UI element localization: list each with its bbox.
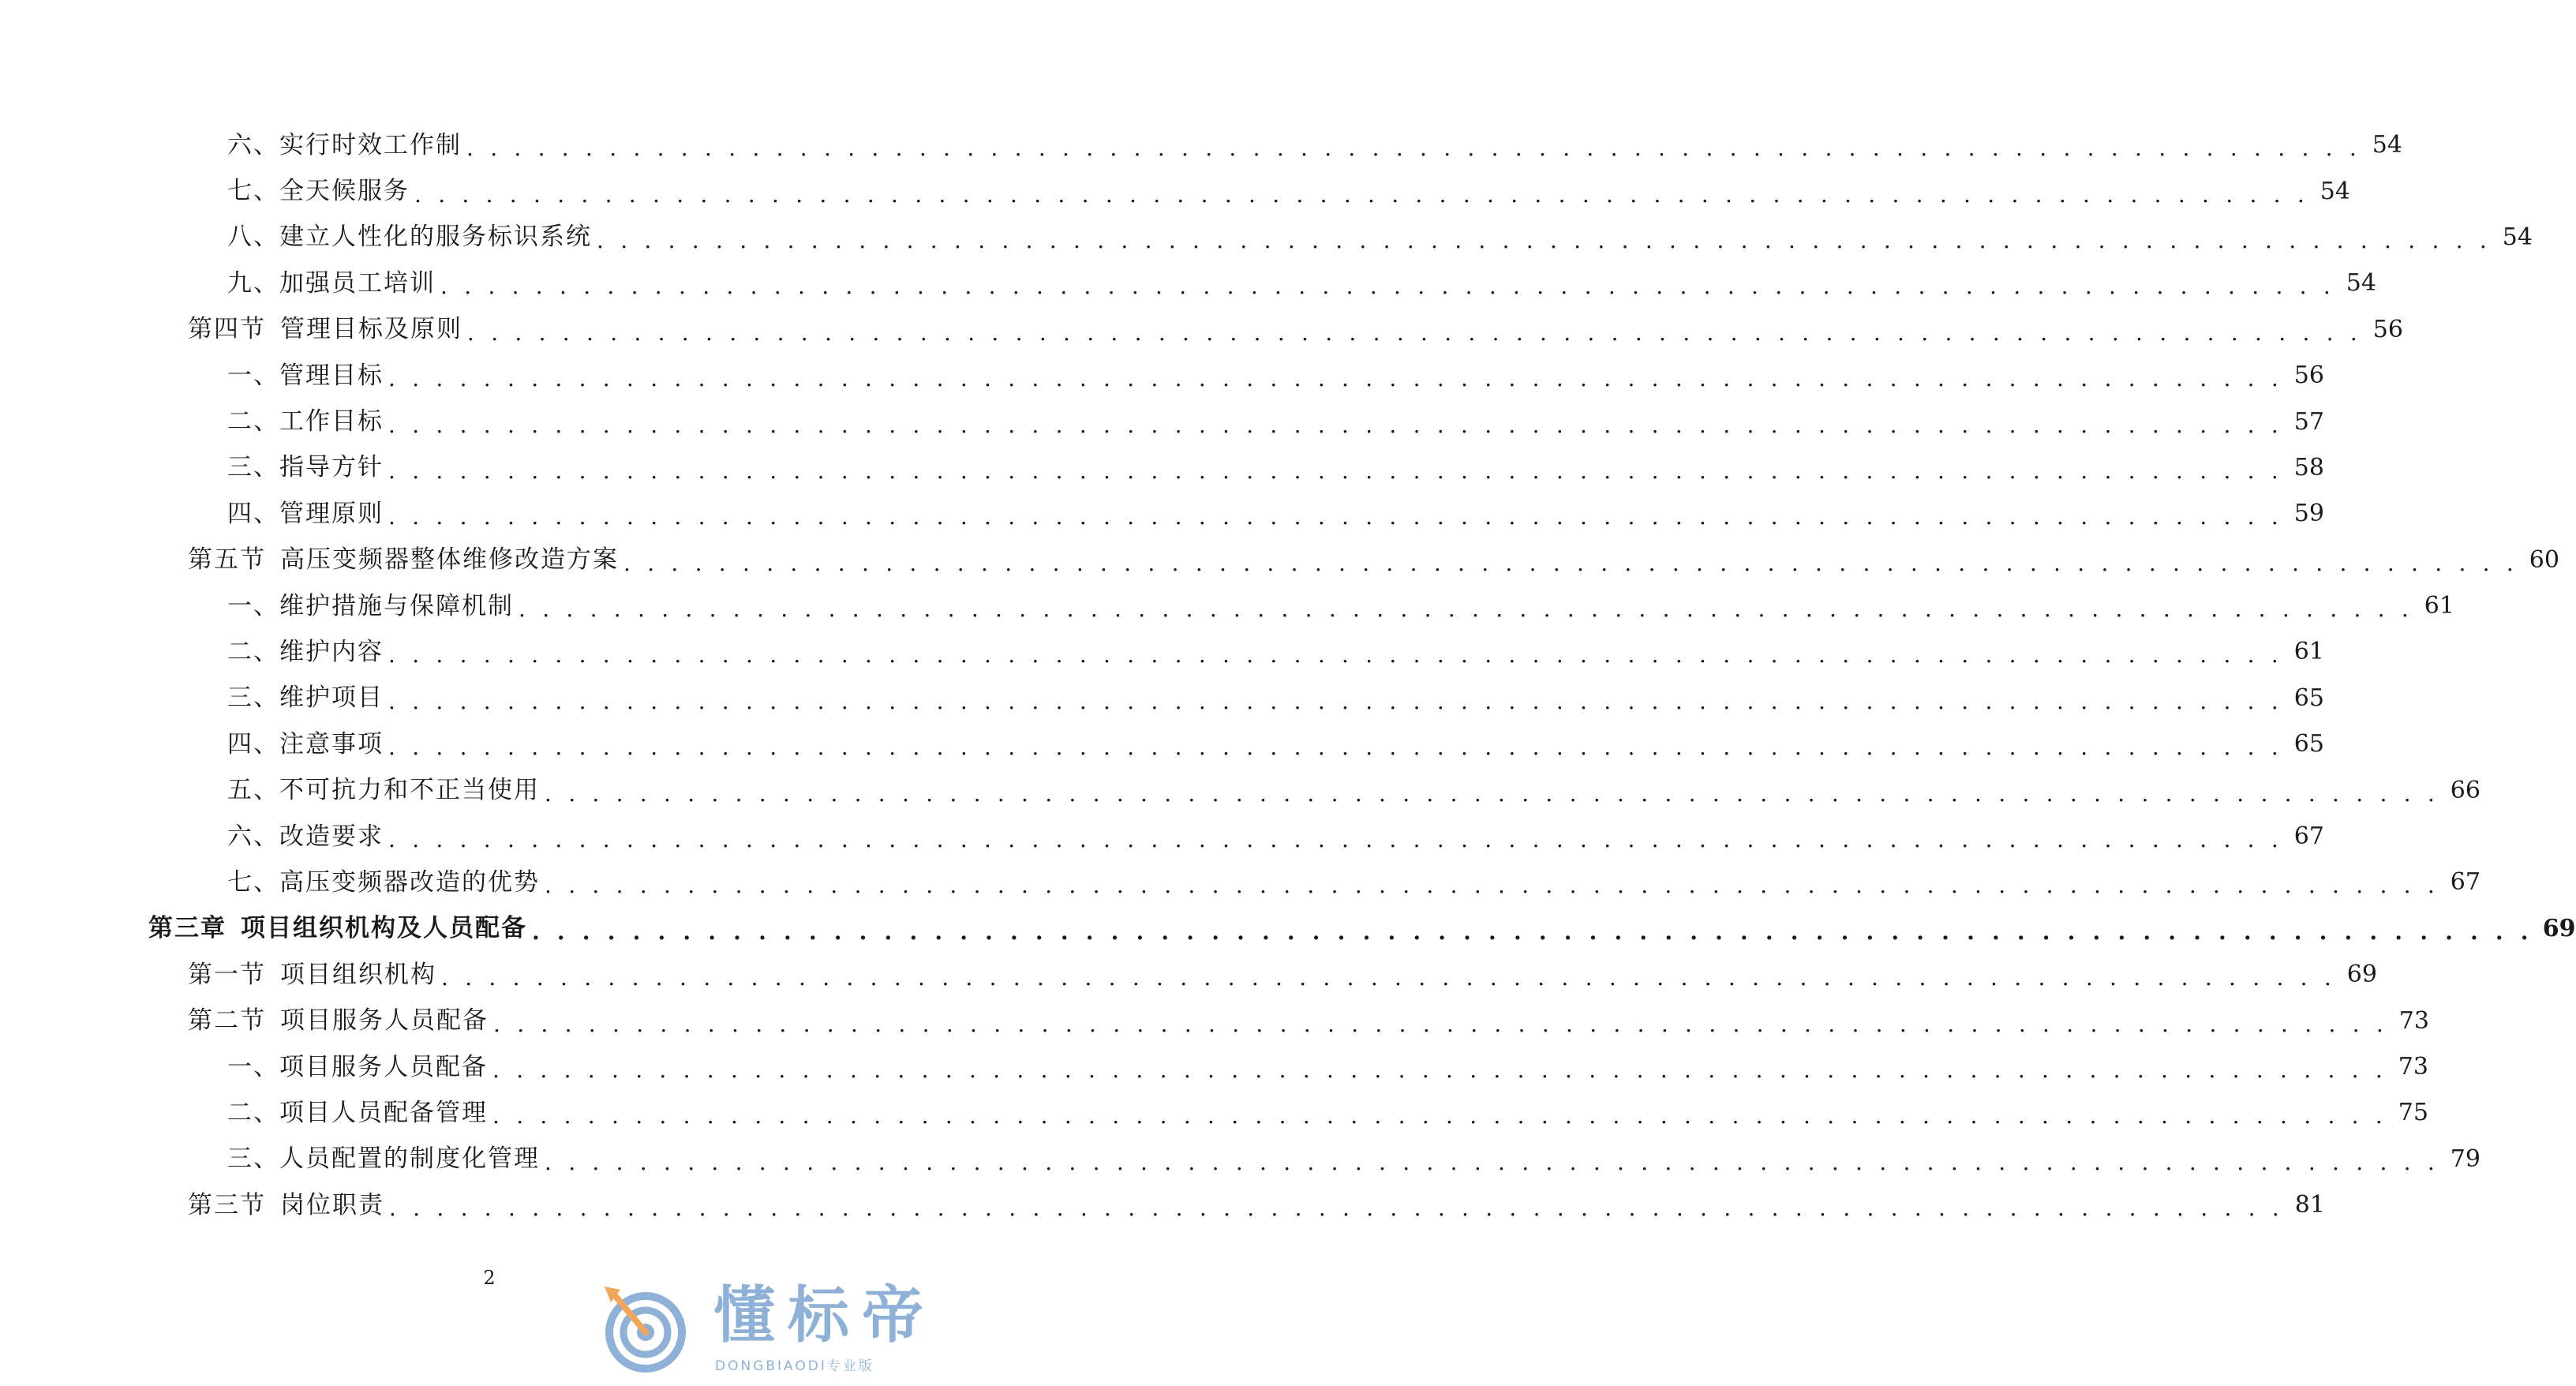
toc-entry[interactable]	[0, 538, 2559, 583]
toc-entry-number: 七、	[227, 867, 279, 897]
toc-entry-page: 79	[2450, 1144, 2481, 1173]
toc-dot-leader: . . . . . . . . . . . . . . . . . . . . . . . . . . . . . . . . . . . . . . . . . . . . . . . . . . . . . . . . . . . . . . . . . . . . . . . . . . . . . . . .	[388, 687, 2283, 714]
toc-entry-title: 工作目标	[279, 407, 384, 436]
toc-entry-page: 65	[2293, 684, 2324, 712]
toc-entry-number: 第四节	[188, 315, 266, 344]
watermark-logo	[597, 1280, 968, 1375]
toc-entry-title: 指导方针	[279, 453, 384, 482]
toc-entry[interactable]	[0, 307, 2403, 353]
toc-entry-number: 二、	[227, 1098, 279, 1127]
toc-entry-page: 73	[2398, 1006, 2429, 1035]
toc-dot-leader: . . . . . . . . . . . . . . . . . . . . . . . . . . . . . . . . . . . . . . . . . . . . . . . . . . . . . . . . . . . . . . . . . . . . . . . . . . . . . . . .	[493, 1010, 2388, 1037]
toc-entry-title: 实行时效工作制	[279, 130, 462, 159]
toc-entry-title: 项目人员配备管理	[279, 1098, 488, 1127]
toc-entry[interactable]	[0, 583, 2454, 629]
toc-entry-title: 不可抗力和不正当使用	[279, 776, 540, 805]
toc-entry-title: 管理目标	[279, 361, 384, 390]
toc-entry-number: 七、	[227, 177, 279, 206]
toc-entry-title: 加强员工培训	[279, 268, 436, 298]
toc-entry-title: 全天候服务	[279, 177, 410, 206]
toc-entry[interactable]	[0, 1090, 2428, 1136]
toc-entry[interactable]	[0, 629, 2324, 675]
toc-dot-leader: . . . . . . . . . . . . . . . . . . . . . . . . . . . . . . . . . . . . . . . . . . . . . . . . . . . . . . . . . . . . . . . . . . . . . . . . . . . . . . . .	[388, 642, 2283, 669]
toc-entry-page: 57	[2293, 407, 2324, 436]
toc-entry-number: 第三章	[148, 914, 227, 943]
toc-entry-number: 三、	[227, 453, 279, 482]
toc-entry-number: 四、	[227, 499, 279, 528]
toc-entry-title: 建立人性化的服务标识系统	[279, 223, 592, 252]
toc-entry[interactable]	[0, 952, 2377, 998]
toc-entry[interactable]	[0, 860, 2481, 905]
toc-entry-number: 六、	[227, 822, 279, 851]
toc-dot-leader: . . . . . . . . . . . . . . . . . . . . . . . . . . . . . . . . . . . . . . . . . . . . . . . . . . . . . . . . . . . . . . . . . . . . . . . . . . . . . . . .	[545, 872, 2439, 899]
toc-dot-leader: . . . . . . . . . . . . . . . . . . . . . . . . . . . . . . . . . . . . . . . . . . . . . . . . . . . . . . . . . . . . . . . . . . . . . . . . . . . . . . . .	[545, 780, 2439, 807]
toc-entry[interactable]	[0, 445, 2324, 491]
toc-entry-page: 60	[2529, 545, 2559, 574]
toc-entry-number: 第一节	[188, 960, 266, 989]
toc-entry-title: 管理原则	[279, 499, 384, 528]
toc-entry-number: 六、	[227, 130, 279, 159]
toc-entry-page: 58	[2293, 453, 2324, 481]
toc-entry-title: 维护措施与保障机制	[279, 591, 514, 620]
toc-entry-number: 三、	[227, 684, 279, 713]
toc-entry-number: 一、	[227, 1052, 279, 1081]
toc-entry[interactable]	[0, 767, 2481, 813]
toc-entry-page: 75	[2398, 1099, 2428, 1127]
toc-entry-page: 54	[2320, 177, 2350, 205]
table-of-contents	[0, 122, 2576, 1228]
toc-dot-leader: . . . . . . . . . . . . . . . . . . . . . . . . . . . . . . . . . . . . . . . . . . . . . . . . . . . . . . . . . . . . . . . . . . . . . . . . . . . . . . . .	[440, 273, 2335, 300]
toc-entry[interactable]	[0, 998, 2429, 1043]
toc-entry-number: 二、	[227, 637, 279, 666]
toc-entry-number: 四、	[227, 729, 279, 759]
toc-dot-leader: . . . . . . . . . . . . . . . . . . . . . . . . . . . . . . . . . . . . . . . . . . . . . . . . . . . . . . . . . . . . . . . . . . . . . . . . . . . . . . . .	[467, 319, 2362, 346]
toc-entry[interactable]	[0, 168, 2350, 214]
toc-entry-page: 67	[2293, 822, 2324, 851]
toc-entry-title: 高压变频器整体维修改造方案	[280, 545, 619, 575]
toc-entry-number: 八、	[227, 223, 279, 252]
toc-entry-page: 61	[2293, 638, 2324, 666]
toc-entry[interactable]	[0, 399, 2324, 444]
toc-entry-page: 56	[2293, 361, 2324, 390]
toc-entry-title: 项目服务人员配备	[280, 1006, 489, 1036]
toc-dot-leader: . . . . . . . . . . . . . . . . . . . . . . . . . . . . . . . . . . . . . . . . . . . . . . . . . . . . . . . . . . . . . . . . . . . . . . . . . . . . . . . .	[388, 734, 2283, 761]
toc-entry-number: 五、	[227, 776, 279, 805]
toc-entry-number: 二、	[227, 407, 279, 436]
toc-entry-number: 第二节	[188, 1006, 266, 1036]
toc-entry-number: 三、	[227, 1144, 279, 1174]
toc-entry[interactable]	[0, 353, 2324, 399]
toc-entry-page: 56	[2372, 315, 2403, 343]
toc-entry-number: 第五节	[188, 545, 266, 575]
toc-entry-page: 54	[2502, 223, 2533, 251]
watermark-brand-subtitle: DONGBIAODI专业版	[715, 1358, 874, 1374]
toc-entry-title: 项目服务人员配备	[279, 1052, 488, 1081]
toc-dot-leader: . . . . . . . . . . . . . . . . . . . . . . . . . . . . . . . . . . . . . . . . . . . . . . . . . . . . . . . . . . . . . . . . . . . . . . . . . . . . . . . .	[492, 1057, 2387, 1083]
toc-dot-leader: . . . . . . . . . . . . . . . . . . . . . . . . . . . . . . . . . . . . . . . . . . . . . . . . . . . . . . . . . . . . . . . . . . . . . . . . . . . . . . . .	[492, 1103, 2387, 1129]
toc-entry-page: 69	[2542, 914, 2576, 942]
toc-dot-leader: . . . . . . . . . . . . . . . . . . . . . . . . . . . . . . . . . . . . . . . . . . . . . . . . . . . . . . . . . . . . . . . . . . . . . . . . . . . . . . . .	[466, 135, 2361, 162]
toc-dot-leader: . . . . . . . . . . . . . . . . . . . . . . . . . . . . . . . . . . . . . . . . . . . . . . . . . . . . . . . . . . . . . . . . . . . . . . . . . . . . . . . .	[388, 365, 2283, 392]
toc-entry[interactable]	[0, 215, 2533, 260]
toc-dot-leader: . . . . . . . . . . . . . . . . . . . . . . . . . . . . . . . . . . . . . . . . . . . . . . . . . . . . . . . . . . . . . . . . . . . . . . . . . . . . . . . .	[441, 965, 2336, 991]
toc-dot-leader: . . . . . . . . . . . . . . . . . . . . . . . . . . . . . . . . . . . . . . . . . . . . . . . . . . . . . . . . . . . . . . . . . . . . . . . . . . . . . . . .	[414, 181, 2309, 208]
toc-entry-number: 一、	[227, 361, 279, 390]
toc-entry-title: 高压变频器改造的优势	[279, 867, 540, 897]
toc-dot-leader: . . . . . . . . . . . . . . . . . . . . . . . . . . . . . . . . . . . . . . . . . . . . . . . . . . . . . . . . . . . . . . . . . . . . . . . . . . . . . . . .	[388, 504, 2283, 530]
toc-entry-page: 69	[2346, 961, 2377, 989]
toc-dot-leader: . . . . . . . . . . . . . . . . . . . . . . . . . . . . . . . . . . . . . . . . . . . . . . . . . . . . . . . . . . . . . . . . . . . . . . . . . . . . . . . .	[532, 918, 2533, 945]
toc-entry-page: 65	[2293, 730, 2324, 759]
toc-entry-page: 81	[2294, 1191, 2325, 1219]
toc-entry-page: 66	[2450, 776, 2481, 804]
toc-entry-title: 项目组织机构及人员配备	[241, 914, 527, 943]
toc-entry[interactable]	[0, 122, 2402, 168]
toc-dot-leader: . . . . . . . . . . . . . . . . . . . . . . . . . . . . . . . . . . . . . . . . . . . . . . . . . . . . . . . . . . . . . . . . . . . . . . . . . . . . . . . .	[519, 596, 2413, 623]
toc-entry-title: 注意事项	[279, 729, 384, 759]
toc-dot-leader: . . . . . . . . . . . . . . . . . . . . . . . . . . . . . . . . . . . . . . . . . . . . . . . . . . . . . . . . . . . . . . . . . . . . . . . . . . . . . . . .	[623, 549, 2518, 576]
toc-entry-title: 人员配置的制度化管理	[279, 1144, 540, 1174]
toc-dot-leader: . . . . . . . . . . . . . . . . . . . . . . . . . . . . . . . . . . . . . . . . . . . . . . . . . . . . . . . . . . . . . . . . . . . . . . . . . . . . . . . .	[545, 1148, 2439, 1175]
toc-entry[interactable]	[0, 1182, 2325, 1228]
toc-dot-leader: . . . . . . . . . . . . . . . . . . . . . . . . . . . . . . . . . . . . . . . . . . . . . . . . . . . . . . . . . . . . . . . . . . . . . . . . . . . . . . . .	[388, 411, 2283, 438]
toc-entry-page: 67	[2450, 868, 2481, 897]
toc-entry-title: 岗位职责	[280, 1190, 384, 1219]
toc-dot-leader: . . . . . . . . . . . . . . . . . . . . . . . . . . . . . . . . . . . . . . . . . . . . . . . . . . . . . . . . . . . . . . . . . . . . . . . . . . . . . . . .	[388, 826, 2283, 853]
toc-entry-title: 管理目标及原则	[280, 315, 462, 344]
page-number: 2	[483, 1267, 496, 1289]
toc-entry[interactable]	[0, 260, 2376, 306]
toc-entry[interactable]	[0, 814, 2324, 860]
target-logo-icon	[597, 1280, 699, 1375]
toc-entry-title: 改造要求	[279, 822, 384, 851]
toc-entry-number: 九、	[227, 268, 279, 298]
toc-entry-page: 61	[2424, 592, 2454, 620]
toc-entry-title: 维护项目	[279, 684, 384, 713]
toc-dot-leader: . . . . . . . . . . . . . . . . . . . . . . . . . . . . . . . . . . . . . . . . . . . . . . . . . . . . . . . . . . . . . . . . . . . . . . . . . . . . . . . .	[389, 1195, 2284, 1222]
watermark-brand-name: 懂标帝	[713, 1280, 937, 1351]
toc-dot-leader: . . . . . . . . . . . . . . . . . . . . . . . . . . . . . . . . . . . . . . . . . . . . . . . . . . . . . . . . . . . . . . . . . . . . . . . . . . . . . . . .	[597, 227, 2492, 253]
toc-entry-number: 第三节	[188, 1190, 266, 1219]
toc-entry[interactable]	[0, 491, 2324, 537]
toc-entry-page: 59	[2293, 500, 2324, 528]
toc-entry[interactable]	[0, 721, 2324, 767]
toc-entry[interactable]	[0, 1137, 2481, 1182]
toc-dot-leader: . . . . . . . . . . . . . . . . . . . . . . . . . . . . . . . . . . . . . . . . . . . . . . . . . . . . . . . . . . . . . . . . . . . . . . . . . . . . . . . .	[388, 457, 2283, 484]
toc-entry[interactable]	[0, 906, 2576, 952]
toc-entry-title: 维护内容	[279, 637, 384, 666]
toc-entry-page: 73	[2398, 1053, 2428, 1081]
toc-entry-page: 54	[2346, 269, 2376, 298]
toc-entry-page: 54	[2372, 131, 2402, 159]
toc-entry-number: 一、	[227, 591, 279, 620]
toc-entry[interactable]	[0, 1044, 2428, 1090]
toc-entry[interactable]	[0, 676, 2324, 721]
toc-entry-title: 项目组织机构	[280, 960, 436, 989]
